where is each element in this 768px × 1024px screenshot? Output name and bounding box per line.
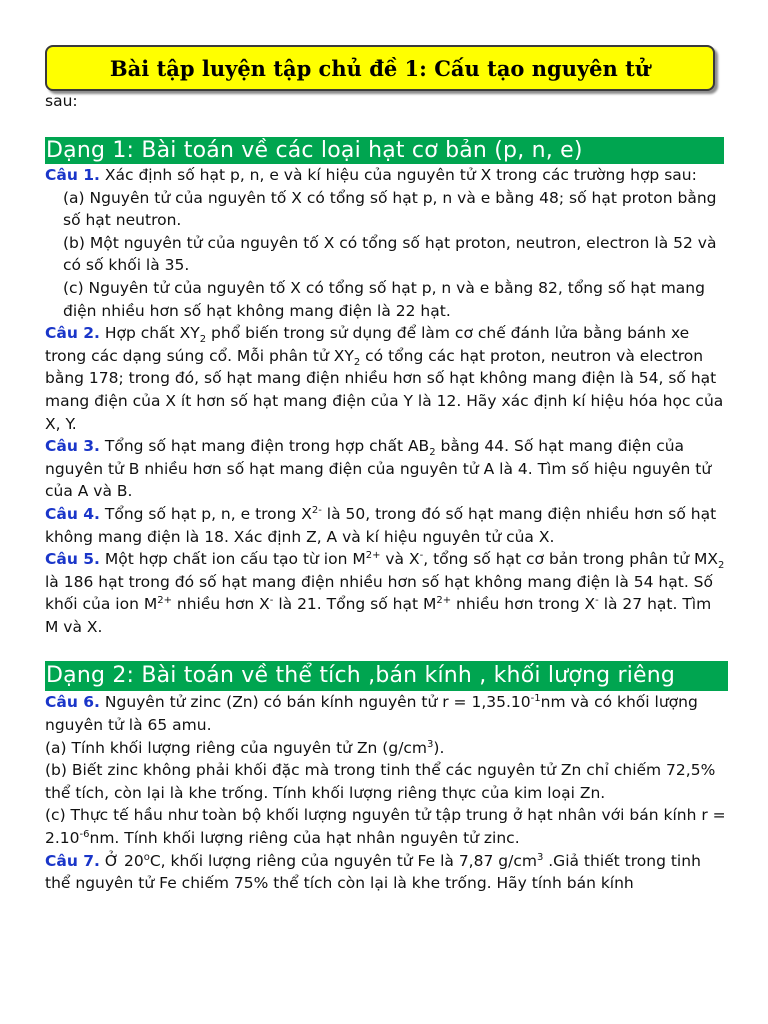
section-heading-2: Dạng 2: Bài toán về thể tích ,bán kính , khối lượng riêng [45,661,728,691]
question-4 [45,503,728,548]
question-1-part-b: (b) Một nguyên tử của nguyên tố X có tổng số hạt proton, neutron, electron là 52 và có số khối là 35. [63,233,717,275]
text-run: Ở 20 [99,851,144,870]
question-1 [45,164,728,187]
question-1-part-a: (a) Nguyên tử của nguyên tố X có tổng số hạt p, n và e bằng 48; số hạt proton bằng số hạt neutron. [63,188,717,230]
question-6 [45,691,728,736]
text-run: là 27 hạt. Tìm M và X. [45,595,712,636]
question-label: Câu 1. [45,166,100,184]
question-6-part-a [45,737,728,760]
text-run: Nguyên tử zinc (Zn) có bán kính nguyên tử r = 1,35.10 [99,693,531,712]
text-run: là 21. Tổng số hạt M [273,595,437,614]
text-run: và X [380,550,420,569]
question-label: Câu 6. [45,693,100,712]
superscript: 3 [536,851,544,863]
text-run: Tổng số hạt mang điện trong hợp chất AB [99,437,430,456]
text-run: Một hợp chất ion cấu tạo từ ion M [99,550,366,569]
text-run: là 186 hạt trong đó số hạt mang điện nhiều hơn số hạt không mang điện là 54 hạt. Số khối của ion M [45,572,713,614]
text-run: là 50, trong đó số hạt mang điện nhiều hơn số hạt không mang điện là 18. Xác định Z, A và kí hiệu nguyên tử của X. [45,504,717,546]
text-run: ). [433,738,445,757]
text-run: (c) Thực tế hầu như toàn bộ khối lượng nguyên tử tập trung ở hạt nhân với bán kính r = 2.10 [45,806,726,848]
text-run: nm. Tính khối lượng riêng của hạt nhân nguyên tử zinc. [89,829,520,848]
superscript: 2- [311,504,322,516]
superscript: 2+ [436,595,452,607]
question-label: Câu 5. [45,550,100,569]
question-1-part-c: (c) Nguyên tử của nguyên tố X có tổng số hạt p, n và e bằng 82, tổng số hạt mang điện nhiều hơn số hạt không mang điện là 22 hạt. [63,278,705,320]
question-7 [45,850,728,895]
text-run: nm và có khối lượng nguyên tử là 65 amu. [45,693,698,735]
text-run: Hợp chất XY [99,324,200,343]
question-2 [45,322,728,435]
subscript: 2 [717,560,725,572]
question-label: Câu 4. [45,504,100,523]
text-run: nhiều hơn X [171,595,270,614]
question-label: Câu 3. [45,437,100,456]
page-title: Bài tập luyện tập chủ đề 1: Cấu tạo nguyên tử [45,45,715,91]
question-label: Câu 7. [45,851,100,870]
superscript: 2+ [365,549,381,561]
subscript: 2 [429,447,436,459]
text-run: bằng 44. Số hạt mang điện của nguyên tử B nhiều hơn số hạt mang điện của nguyên tử A là 4. Tìm số hiệu nguyên tử của A và B. [45,437,712,501]
text-run: Tổng số hạt p, n, e trong X [99,504,312,523]
superscript: -6 [79,828,90,840]
subscript: 2 [199,334,207,346]
question-5 [45,548,728,638]
text-run: C, khối lượng riêng của nguyên tử Fe là 7,87 g/cm [149,851,537,870]
question-6-part-b: (b) Biết zinc không phải khối đặc mà trong tinh thể các nguyên tử Zn chỉ chiếm 72,5% thể tích, còn lại là khe trống. Tính khối lượng riêng thực của kim loại Zn. [45,761,716,802]
text-run: phổ biến trong sử dụng để làm cơ chế đánh lửa bằng bánh xe trong các dạng súng cổ. Mỗi phân tử XY [45,324,690,365]
text-run: , tổng số hạt cơ bản trong phân tử MX [423,550,718,569]
superscript: - [595,595,599,607]
text-run: (a) Tính khối lượng riêng của nguyên tử Zn (g/cm [45,738,428,757]
superscript: -1 [530,693,541,705]
document-body [45,137,728,895]
question-text: Xác định số hạt p, n, e và kí hiệu của nguyên tử X trong các trường hợp sau: [99,166,697,184]
superscript: o [143,851,150,863]
superscript: 2+ [157,595,172,607]
stray-text: sau: [45,92,78,110]
section-heading-1: Dạng 1: Bài toán về các loại hạt cơ bản (p, n, e) [45,137,724,164]
text-run: có tổng các hạt proton, neutron và electron bằng 178; trong đó, số hạt mang điện nhiều hơn số hạt không mang điện là 54, số hạt mang điện của X ít hơn số hạt mang điện của Y là 12. Hãy xác định kí hiệu hóa học của X, Y. [45,346,724,433]
text-run: nhiều hơn trong X [451,595,596,614]
superscript: 3 [427,738,434,750]
question-label: Câu 2. [45,324,100,343]
superscript: - [419,549,424,561]
superscript: - [269,595,274,607]
text-run: .Giả thiết trong tinh thể nguyên tử Fe chiếm 75% thể tích còn lại là khe trống. Hãy tính bán kính [45,851,701,893]
question-3 [45,435,728,503]
question-6-part-c [45,804,728,849]
subscript: 2 [353,356,361,368]
